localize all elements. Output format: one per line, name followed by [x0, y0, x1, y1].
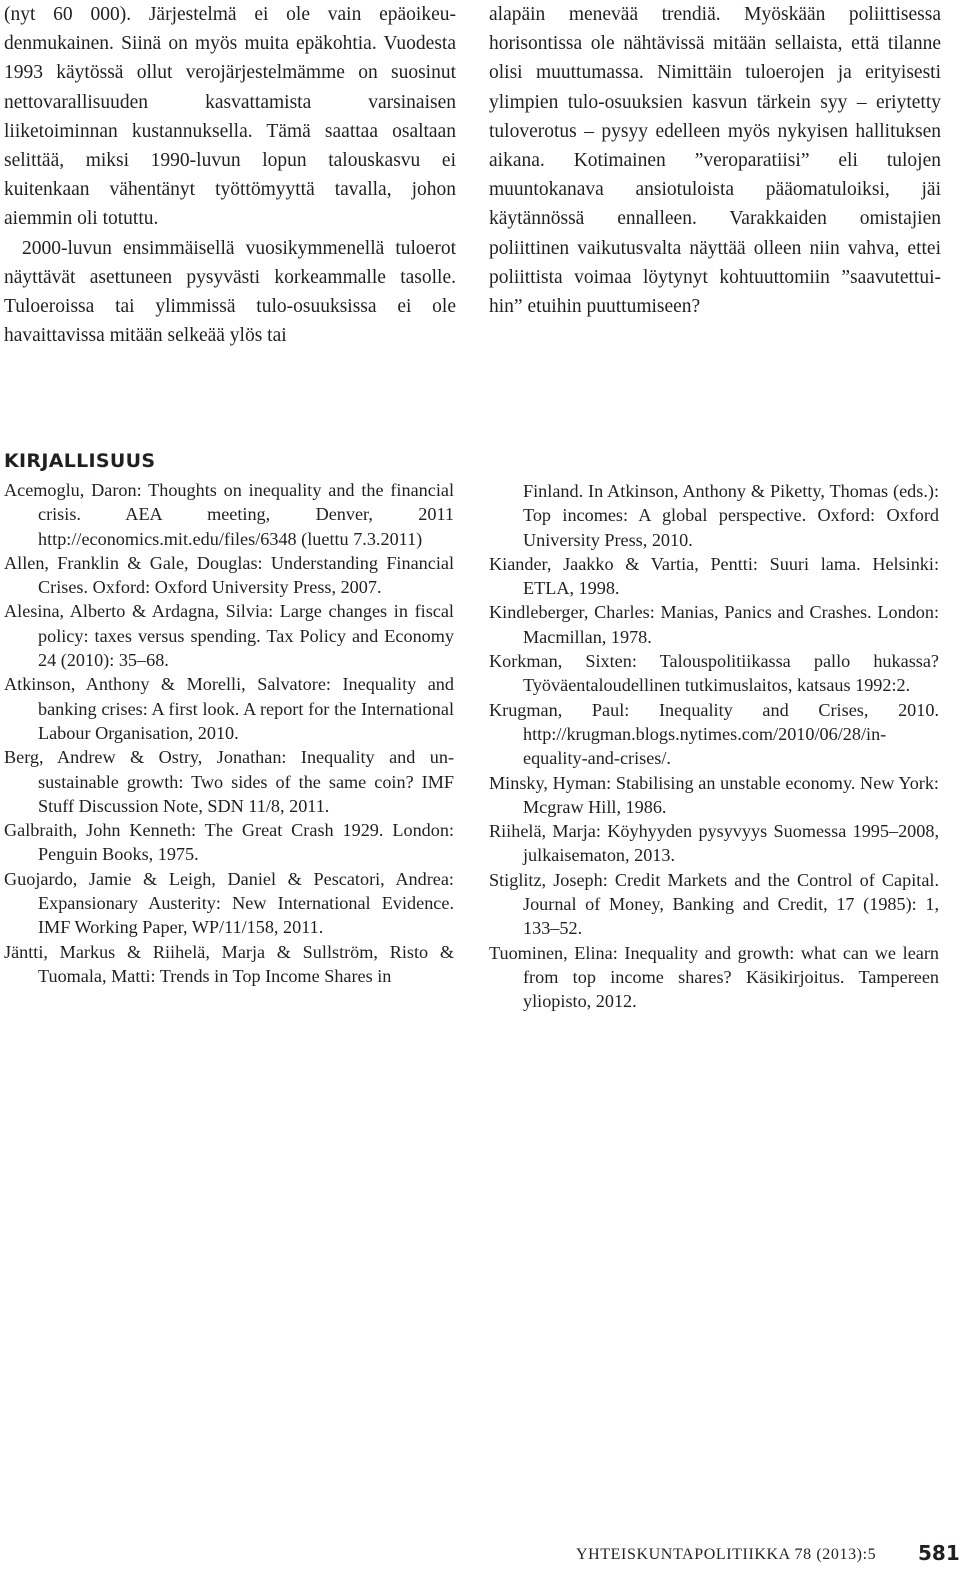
- reference-item: Krugman, Paul: Inequality and Crises, 2010. http://krugman.blogs.nytimes.com/2010/06/28/inequality-and-crises/.: [489, 699, 939, 769]
- references-left-column: [4, 478, 454, 988]
- reference-item: Allen, Franklin & Gale, Douglas: Understanding Financial Crises. Oxford: Oxford University Press, 2007.: [4, 552, 454, 598]
- page-number: 581: [918, 1541, 960, 1565]
- body-paragraph: 2000-luvun ensimmäisellä vuosikymmenellä tuloerot näyttävät asettuneen pysyvästi korkeammalle tasolle. Tuloeroissa tai ylimmissä tulo-osuuksissa ei ole havaittavissa mitään selkeää ylös tai: [4, 237, 456, 347]
- reference-item: Tuominen, Elina: Inequality and growth: what can we learn from top income shares? Käsikirjoitus. Tampereen yliopisto, 2012.: [489, 942, 939, 1012]
- body-text-left-column: [4, 0, 456, 350]
- reference-item: Jäntti, Markus & Riihelä, Marja & Sullström, Risto & Tuomala, Matti: Trends in Top Income Shares in: [4, 941, 454, 986]
- footer-journal-title: YHTEISKUNTAPOLITIIKKA 78 (2013):5: [576, 1546, 877, 1563]
- reference-item: Acemoglu, Daron: Thoughts on inequality and the financial crisis. AEA meeting, Denver, 2011 http://economics.mit.edu/files/6348 (luettu 7.3.2011): [4, 480, 454, 549]
- reference-item: Guojardo, Jamie & Leigh, Daniel & Pescatori, Andrea: Expansionary Austerity: New International Evidence. IMF Working Paper, WP/11/158, 2011.: [4, 868, 454, 938]
- reference-item: Korkman, Sixten: Talouspolitiikassa pallo hukassa? Työväentaloudellinen tutkimuslaitos, katsaus 1992:2.: [489, 651, 939, 696]
- reference-item: Stiglitz, Joseph: Credit Markets and the Control of Capital. Journal of Money, Banking and Credit, 17 (1985): 1, 133–52.: [489, 869, 939, 939]
- body-paragraph: alapäin menevää trendiä. Myöskään poliittisessa horisontissa ole nähtävissä mitään sellaista, että tilanne olisi muuttumassa. Nimittäin tuloerojen ja erityisesti ylimpien tulo-osuuksien kasvun tärkein syy – eriytetty tuloverotus – pysyy edelleen myös nykyisen hallituksen aikana. Kotimainen ”veroparatiisi” eli tulojen muuntokanava ansiotuloista pääomatuloiksi, jäi käytännössä ennalleen. Varakkaiden omistajien poliittinen vaikutusvalta näyttää olleen niin vahva, ettei poliittista voimaa löytynyt kohtuuttomiin ”saavutettuihin” etuihin puuttumiseen?: [489, 4, 941, 318]
- references-right-column: [489, 479, 939, 1014]
- body-paragraph: (nyt 60 000). Järjestelmä ei ole vain epäoikeudenmukainen. Siinä on myös muita epäkohtia. Vuodesta 1993 käytössä ollut verojärjestelmämme on suosinut nettovarallisuuden kasvattamista varsinaisen liiketoiminnan kustannuksella. Tämä saattaa osaltaan selittää, miksi 1990-luvun lopun talouskasvu ei kuitenkaan vähentänyt työttömyyttä tavalla, johon aiemmin oli totuttu.: [4, 4, 456, 230]
- reference-item: Kiander, Jaakko & Vartia, Pentti: Suuri lama. Helsinki: ETLA, 1998.: [489, 553, 939, 599]
- reference-continuation: Finland. In Atkinson, Anthony & Piketty, Thomas (eds.): Top incomes: A global perspective. Oxford: Oxford University Press, 2010.: [523, 481, 939, 550]
- reference-item: Kindleberger, Charles: Manias, Panics and Crashes. London: Macmillan, 1978.: [489, 602, 939, 647]
- reference-item: Riihelä, Marja: Köyhyyden pysyvyys Suomessa 1995–2008, julkaisematon, 2013.: [489, 821, 939, 866]
- body-text-right-column: [489, 0, 941, 321]
- reference-item: Minsky, Hyman: Stabilising an unstable economy. New York: Mcgraw Hill, 1986.: [489, 772, 939, 817]
- references-heading: KIRJALLISUUS: [4, 450, 156, 472]
- reference-item: Atkinson, Anthony & Morelli, Salvatore: Inequality and banking crises: A first look. A report for the International Labour Organisation, 2010.: [4, 674, 454, 743]
- reference-item: Galbraith, John Kenneth: The Great Crash 1929. London: Penguin Books, 1975.: [4, 820, 454, 865]
- reference-item: Alesina, Alberto & Ardagna, Silvia: Large changes in fiscal policy: taxes versus spending. Tax Policy and Economy 24 (2010): 35–68.: [4, 601, 454, 671]
- reference-item: Berg, Andrew & Ostry, Jonathan: Inequality and unsustainable growth: Two sides of the same coin? IMF Stuff Discussion Note, SDN 11/8, 2011.: [4, 747, 454, 816]
